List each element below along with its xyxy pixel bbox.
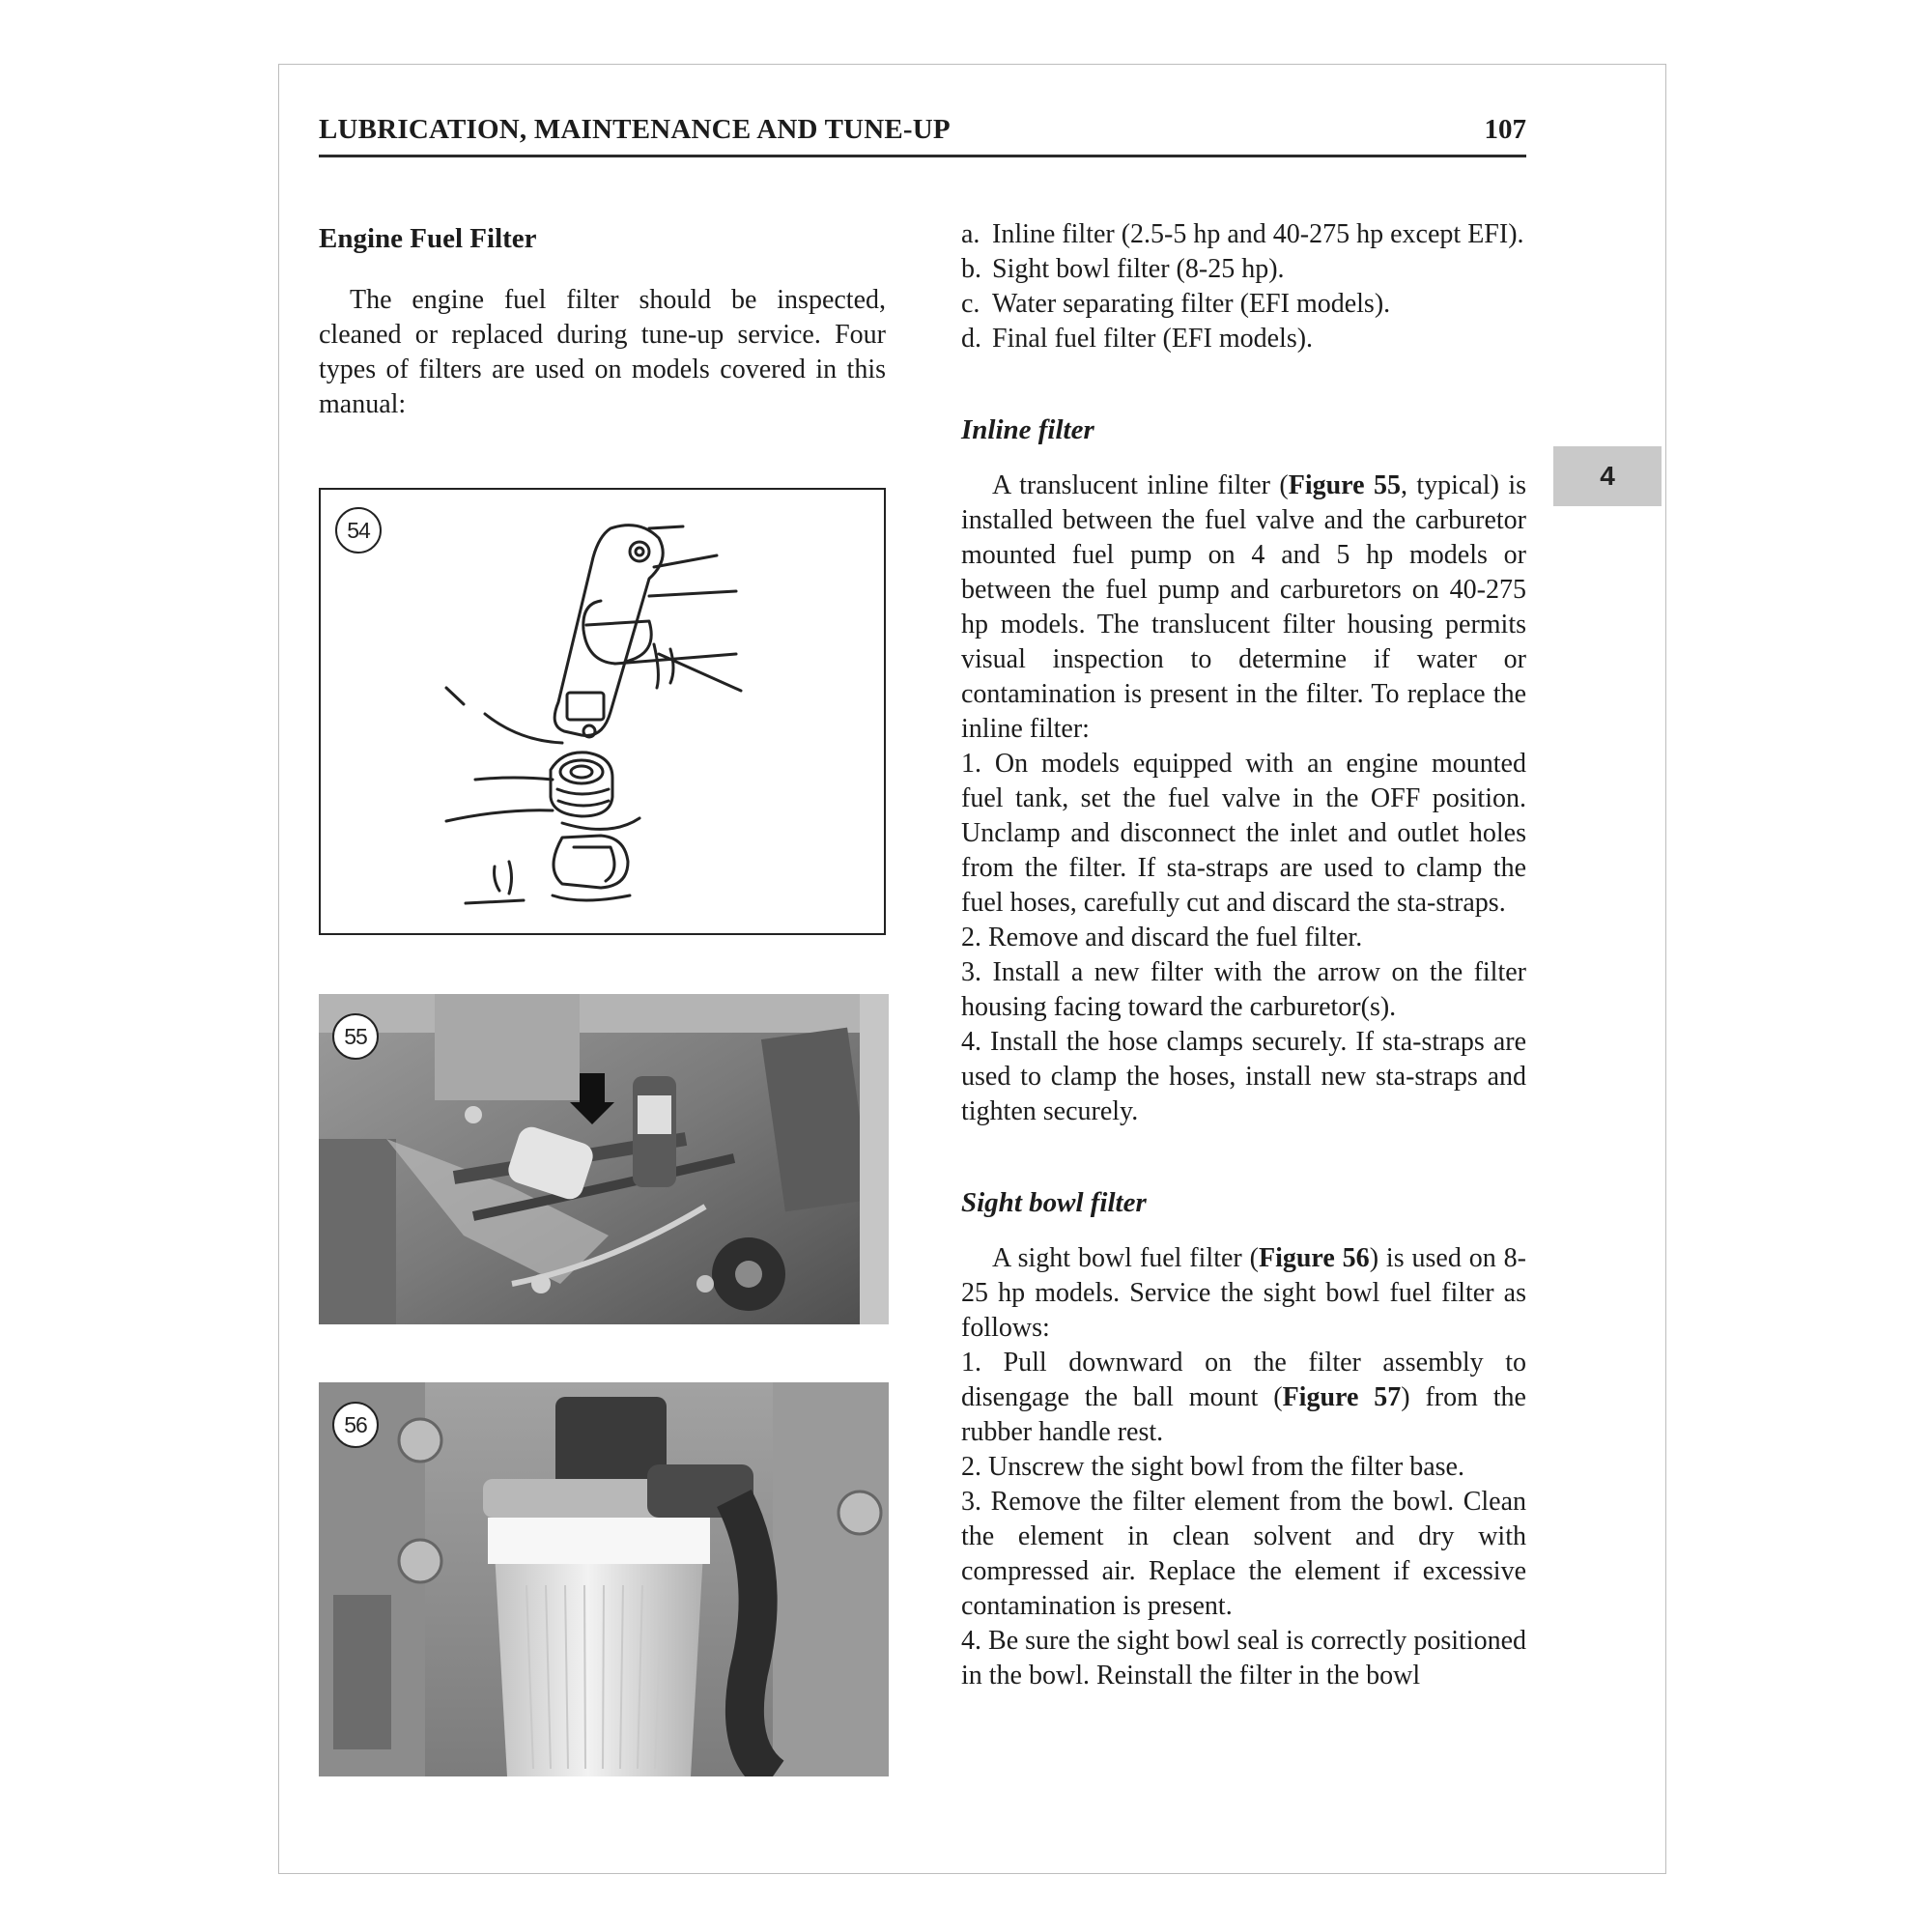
list-item: a. Inline filter (2.5-5 hp and 40-275 hp except EFI). [961,219,1524,249]
list-item: c. Water separating filter (EFI models). [961,289,1391,319]
section-heading: Engine Fuel Filter [319,223,537,254]
right-column [961,217,1526,1693]
chapter-thumb-tab: 4 [1553,446,1662,506]
sight-step-4: 4. Be sure the sight bowl seal is correctly positioned in the bowl. Reinstall the filter in the bowl [961,1626,1526,1690]
subsection-heading-inline-filter: Inline filter [961,414,1094,445]
figure-54-illustration [319,488,886,935]
list-item: b. Sight bowl filter (8-25 hp). [961,254,1285,284]
sight-bowl-filter-photo [319,1382,889,1776]
inline-step-3: 3. Install a new filter with the arrow on the filter housing facing toward the carburetor(s). [961,957,1526,1022]
figure-56-photo [319,1382,889,1776]
left-column [319,217,886,422]
chapter-title: LUBRICATION, MAINTENANCE AND TUNE-UP [319,114,951,145]
page-number: 107 [1484,114,1526,145]
sight-step-2: 2. Unscrew the sight bowl from the filter base. [961,1452,1464,1482]
inline-step-2: 2. Remove and discard the fuel filter. [961,923,1363,952]
engine-inline-filter-photo [319,994,889,1324]
inline-step-4: 4. Install the hose clamps securely. If sta-straps are used to clamp the hoses, install new sta-straps and tighten securely. [961,1027,1526,1126]
subsection-heading-sight-bowl: Sight bowl filter [961,1187,1147,1218]
sight-step-1: 1. Pull downward on the filter assembly to disengage the ball mount (Figure 57) from the rubber handle rest. [961,1348,1526,1447]
figure-reference: Figure 56 [1258,1243,1370,1273]
figure-number-54: 54 [335,507,382,554]
inline-filter-paragraph: A translucent inline filter (Figure 55, typical) is installed between the fuel valve and the carburetor mounted fuel pump on 4 and 5 hp models or between the fuel pump and carburetors on 40-275 hp models. The translucent filter housing permits visual inspection to determine if water or contamination is present in the filter. To replace the inline filter: [961,470,1526,744]
filter-types-list [961,217,1526,356]
sight-bowl-paragraph: A sight bowl fuel filter (Figure 56) is used on 8-25 hp models. Service the sight bowl fuel filter as follows: [961,1243,1526,1343]
inline-step-1: 1. On models equipped with an engine mounted fuel tank, set the fuel valve in the OFF position. Unclamp and disconnect the inlet and outlet holes from the filter. If sta-straps are used to clamp the fuel hoses, carefully cut and discard the sta-straps. [961,749,1526,918]
intro-paragraph: The engine fuel filter should be inspected, cleaned or replaced during tune-up service. Four types of filters are used on models covered in this manual: [319,285,886,419]
figure-reference: Figure 57 [1282,1382,1402,1412]
running-head [319,108,1526,157]
figure-number-56: 56 [332,1402,379,1448]
figure-55-photo [319,994,889,1324]
fuel-filter-hand-drawing [321,490,884,933]
list-item: d. Final fuel filter (EFI models). [961,324,1314,354]
sight-step-3: 3. Remove the filter element from the bowl. Clean the element in clean solvent and dry with compressed air. Replace the element if excessive contamination is present. [961,1487,1526,1621]
figure-number-55: 55 [332,1013,379,1060]
figure-reference: Figure 55 [1288,470,1401,500]
